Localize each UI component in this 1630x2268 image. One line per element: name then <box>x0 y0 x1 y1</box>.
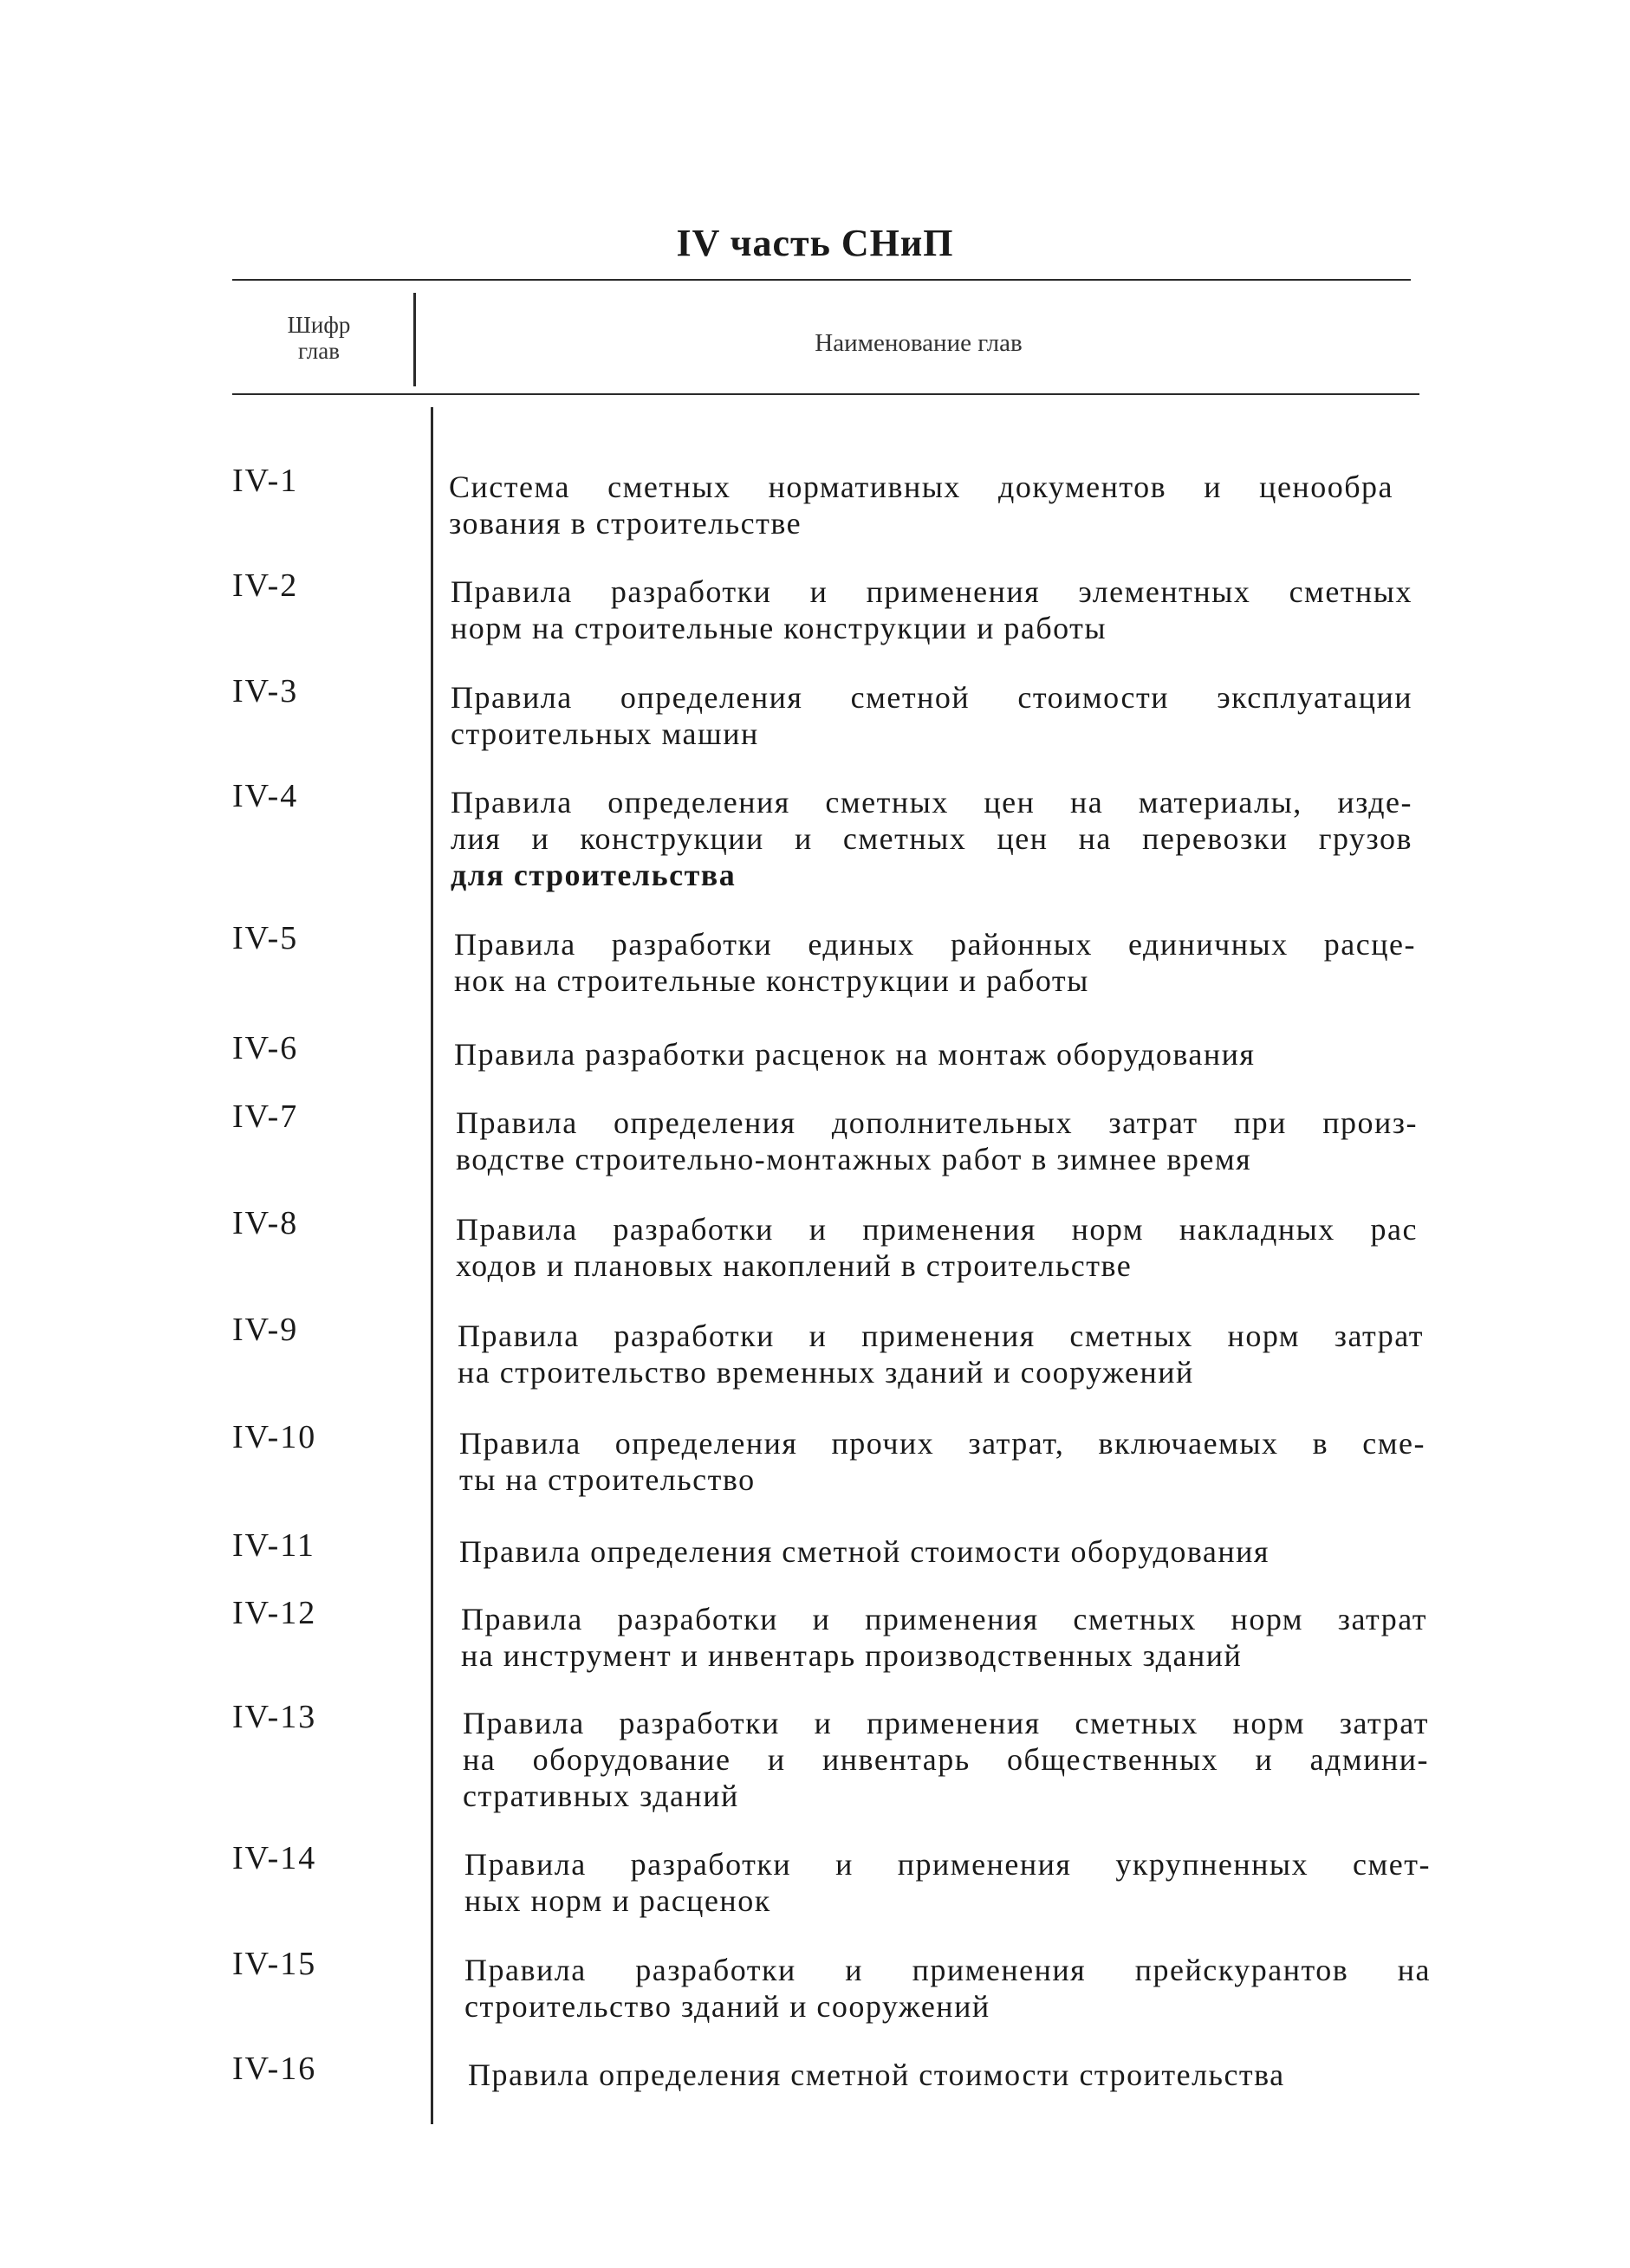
chapter-code: IV-11 <box>232 1527 315 1564</box>
chapter-name-line: Система сметных нормативных документов и ценообра <box>449 470 1393 504</box>
chapter-code: IV-14 <box>232 1840 317 1876</box>
chapter-code: IV-7 <box>232 1098 299 1135</box>
chapter-code: IV-10 <box>232 1419 317 1455</box>
chapter-name <box>451 784 1412 893</box>
header-code-label-line1: Шифр <box>287 312 351 338</box>
header-code-label <box>232 312 406 364</box>
chapter-name-line: для строительства <box>451 858 737 892</box>
chapter-name <box>456 1211 1418 1284</box>
chapter-code: IV-6 <box>232 1030 299 1066</box>
chapter-name <box>456 1105 1418 1177</box>
chapter-name-line: Правила разработки и применения укрупненных смет- <box>464 1847 1431 1882</box>
chapter-name-line: Правила определения дополнительных затрат при произ- <box>456 1105 1418 1140</box>
chapter-name-line: на инструмент и инвентарь производственных зданий <box>461 1638 1243 1673</box>
chapter-name <box>459 1425 1425 1498</box>
chapter-code: IV-15 <box>232 1946 317 1982</box>
body-column-divider <box>431 407 433 2124</box>
header-code-label-line2: глав <box>298 338 340 364</box>
chapter-name-line: Правила разработки единых районных единичных расце- <box>454 927 1416 962</box>
chapter-name-line: Правила определения прочих затрат, включаемых в сме- <box>459 1426 1425 1461</box>
chapter-name <box>461 1601 1427 1674</box>
chapter-name-line: ходов и плановых накоплений в строительстве <box>456 1248 1133 1283</box>
chapter-name-line: норм на строительные конструкции и работы <box>451 611 1107 645</box>
chapter-name-line: ты на строительство <box>459 1462 756 1497</box>
chapter-name <box>464 1846 1431 1919</box>
chapter-name-line: лия и конструкции и сметных цен на перевозки грузов <box>451 821 1412 856</box>
chapter-name-line: Правила разработки и применения элементных сметных <box>451 574 1412 609</box>
chapter-name-line: Правила определения сметных цен на материалы, изде- <box>451 785 1412 820</box>
chapter-code: IV-16 <box>232 2051 317 2087</box>
chapter-name <box>464 1952 1431 2025</box>
page-title: IV часть СНиП <box>676 222 954 264</box>
header-column-divider <box>413 293 416 386</box>
chapter-name <box>454 1036 1416 1072</box>
chapter-code: IV-4 <box>232 778 299 814</box>
chapter-name-line: строительство зданий и сооружений <box>464 1989 990 2024</box>
chapter-name-line: нок на строительные конструкции и работы <box>454 963 1089 998</box>
header-bottom-rule <box>232 393 1419 395</box>
chapter-name <box>458 1318 1424 1390</box>
chapter-name-line: Правила разработки и применения прейскурантов на <box>464 1953 1431 1987</box>
chapter-name-line: на строительство временных зданий и сооружений <box>458 1355 1194 1390</box>
chapter-name <box>454 926 1416 999</box>
chapter-name <box>449 469 1393 541</box>
chapter-name-line: ных норм и расценок <box>464 1883 771 1918</box>
chapter-name-line: водстве строительно-монтажных работ в зимнее время <box>456 1142 1252 1176</box>
chapter-name-line: Правила определения сметной стоимости строительства <box>468 2057 1285 2092</box>
chapter-name <box>451 679 1412 752</box>
chapter-name-line: Правила разработки и применения сметных норм затрат <box>463 1706 1429 1740</box>
chapter-name <box>451 573 1412 646</box>
chapter-name-line: Правила разработки расценок на монтаж оборудования <box>454 1037 1256 1072</box>
chapter-name-line: зования в строительстве <box>449 506 802 541</box>
chapter-name-line: на оборудование и инвентарь общественных и админи- <box>463 1742 1429 1777</box>
chapter-name <box>459 1533 1425 1570</box>
chapter-code: IV-13 <box>232 1699 317 1735</box>
chapter-name <box>463 1705 1429 1814</box>
chapter-code: IV-3 <box>232 673 299 710</box>
header-name-label: Наименование глав <box>815 329 1023 357</box>
chapter-name <box>468 2057 1434 2093</box>
table-top-rule <box>232 279 1411 281</box>
chapter-code: IV-12 <box>232 1595 317 1631</box>
chapter-code: IV-1 <box>232 463 299 499</box>
chapter-name-line: Правила определения сметной стоимости эксплуатации <box>451 680 1412 715</box>
chapter-name-line: Правила разработки и применения норм накладных рас <box>456 1212 1418 1247</box>
chapter-name-line: Правила разработки и применения сметных норм затрат <box>461 1602 1427 1636</box>
chapter-code: IV-2 <box>232 567 299 604</box>
chapter-name-line: строительных машин <box>451 716 759 751</box>
chapter-code: IV-8 <box>232 1205 299 1241</box>
chapter-name-line: Правила определения сметной стоимости оборудования <box>459 1534 1270 1569</box>
chapter-name-line: Правила разработки и применения сметных норм затрат <box>458 1319 1424 1353</box>
chapter-code: IV-5 <box>232 920 299 956</box>
chapter-name-line: стративных зданий <box>463 1779 739 1813</box>
chapter-code: IV-9 <box>232 1312 299 1348</box>
